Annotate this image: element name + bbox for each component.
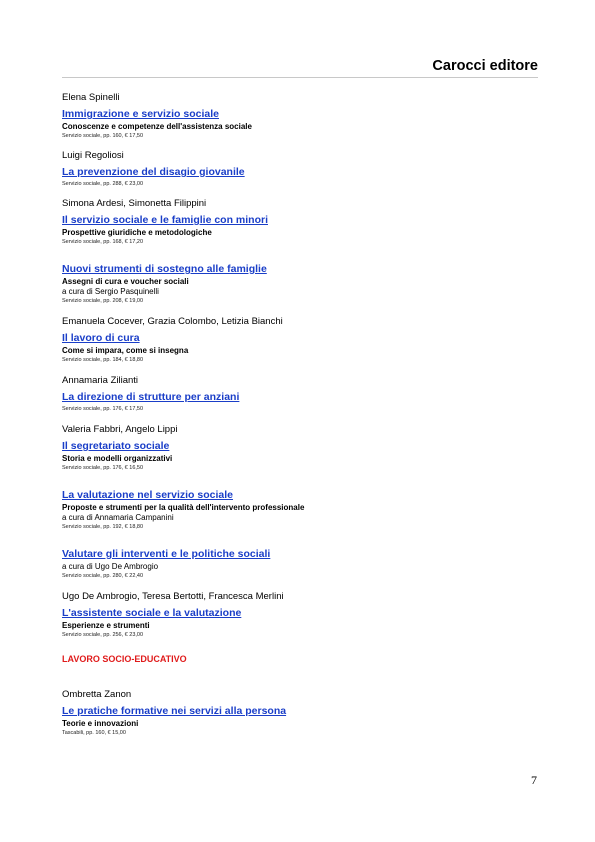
- book-details: Servizio sociale, pp. 192, € 18,80: [62, 524, 144, 530]
- book-entry: [62, 424, 538, 472]
- book-subtitle: Assegni di cura e voucher sociali: [62, 277, 189, 286]
- book-authors: Elena Spinelli: [62, 92, 120, 103]
- book-details: Servizio sociale, pp. 184, € 18,80: [62, 357, 144, 363]
- book-details: Servizio sociale, pp. 160, € 17,50: [62, 133, 144, 139]
- book-subtitle: Conoscenze e competenze dell'assistenza sociale: [62, 122, 252, 131]
- book-subtitle: Esperienze e strumenti: [62, 621, 150, 630]
- book-catalog: [62, 92, 538, 737]
- book-authors: Luigi Regoliosi: [62, 150, 124, 161]
- book-authors: Ombretta Zanon: [62, 689, 132, 700]
- book-title-link[interactable]: L'assistente sociale e la valutazione: [62, 607, 242, 619]
- book-entry: [62, 544, 538, 580]
- book-details: Servizio sociale, pp. 280, € 22,40: [62, 573, 144, 579]
- book-title-link[interactable]: La valutazione nel servizio sociale: [62, 489, 233, 501]
- book-details: Servizio sociale, pp. 208, € 19,00: [62, 298, 144, 304]
- book-entry: [62, 689, 538, 737]
- book-title-link[interactable]: Le pratiche formative nei servizi alla persona: [62, 705, 287, 717]
- book-entry: [62, 92, 538, 140]
- book-subtitle: Come si impara, come si insegna: [62, 346, 189, 355]
- book-authors: Annamaria Zilianti: [62, 375, 139, 386]
- book-authors: Ugo De Ambrogio, Teresa Bertotti, Francesca Merlini: [62, 591, 284, 602]
- book-entry: [62, 485, 538, 531]
- book-details: Servizio sociale, pp. 176, € 17,50: [62, 406, 144, 412]
- book-details: Servizio sociale, pp. 176, € 16,50: [62, 465, 144, 471]
- header-divider: [62, 77, 538, 78]
- book-details: Tascabili, pp. 160, € 15,00: [62, 730, 126, 736]
- book-subtitle: Teorie e innovazioni: [62, 719, 139, 728]
- book-authors: Valeria Fabbri, Angelo Lippi: [62, 424, 178, 435]
- book-title-link[interactable]: Immigrazione e servizio sociale: [62, 108, 219, 120]
- book-subtitle: Storia e modelli organizzativi: [62, 454, 173, 463]
- page-number: 7: [531, 773, 537, 787]
- book-title-link[interactable]: Il lavoro di cura: [62, 332, 140, 344]
- book-subtitle: Proposte e strumenti per la qualità dell'intervento professionale: [62, 503, 305, 512]
- section-heading: LAVORO SOCIO-EDUCATIVO: [62, 654, 187, 664]
- book-details: Servizio sociale, pp. 256, € 23,00: [62, 632, 144, 638]
- book-entry: [62, 591, 538, 639]
- book-subtitle: Prospettive giuridiche e metodologiche: [62, 228, 212, 237]
- book-authors: Emanuela Cocever, Grazia Colombo, Letizia Bianchi: [62, 316, 283, 327]
- book-authors: Simona Ardesi, Simonetta Filippini: [62, 198, 207, 209]
- book-entry: [62, 375, 538, 413]
- book-title-link[interactable]: Nuovi strumenti di sostegno alle famiglie: [62, 263, 267, 275]
- entries-list: [62, 92, 538, 639]
- book-title-link[interactable]: La direzione di strutture per anziani: [62, 391, 240, 403]
- book-editor: a cura di Annamaria Campanini: [62, 513, 174, 522]
- book-title-link[interactable]: Il segretariato sociale: [62, 440, 170, 452]
- book-editor: a cura di Ugo De Ambrogio: [62, 562, 159, 571]
- section-entries-list: [62, 689, 538, 737]
- book-entry: [62, 259, 538, 305]
- book-entry: [62, 316, 538, 364]
- book-title-link[interactable]: Valutare gli interventi e le politiche sociali: [62, 548, 271, 560]
- book-editor: a cura di Sergio Pasquinelli: [62, 287, 159, 296]
- book-details: Servizio sociale, pp. 288, € 23,00: [62, 181, 144, 187]
- book-entry: [62, 150, 538, 188]
- book-details: Servizio sociale, pp. 168, € 17,20: [62, 239, 144, 245]
- book-title-link[interactable]: La prevenzione del disagio giovanile: [62, 166, 245, 178]
- book-title-link[interactable]: Il servizio sociale e le famiglie con minori: [62, 214, 268, 226]
- publisher-header: Carocci editore: [432, 58, 538, 74]
- book-entry: [62, 198, 538, 246]
